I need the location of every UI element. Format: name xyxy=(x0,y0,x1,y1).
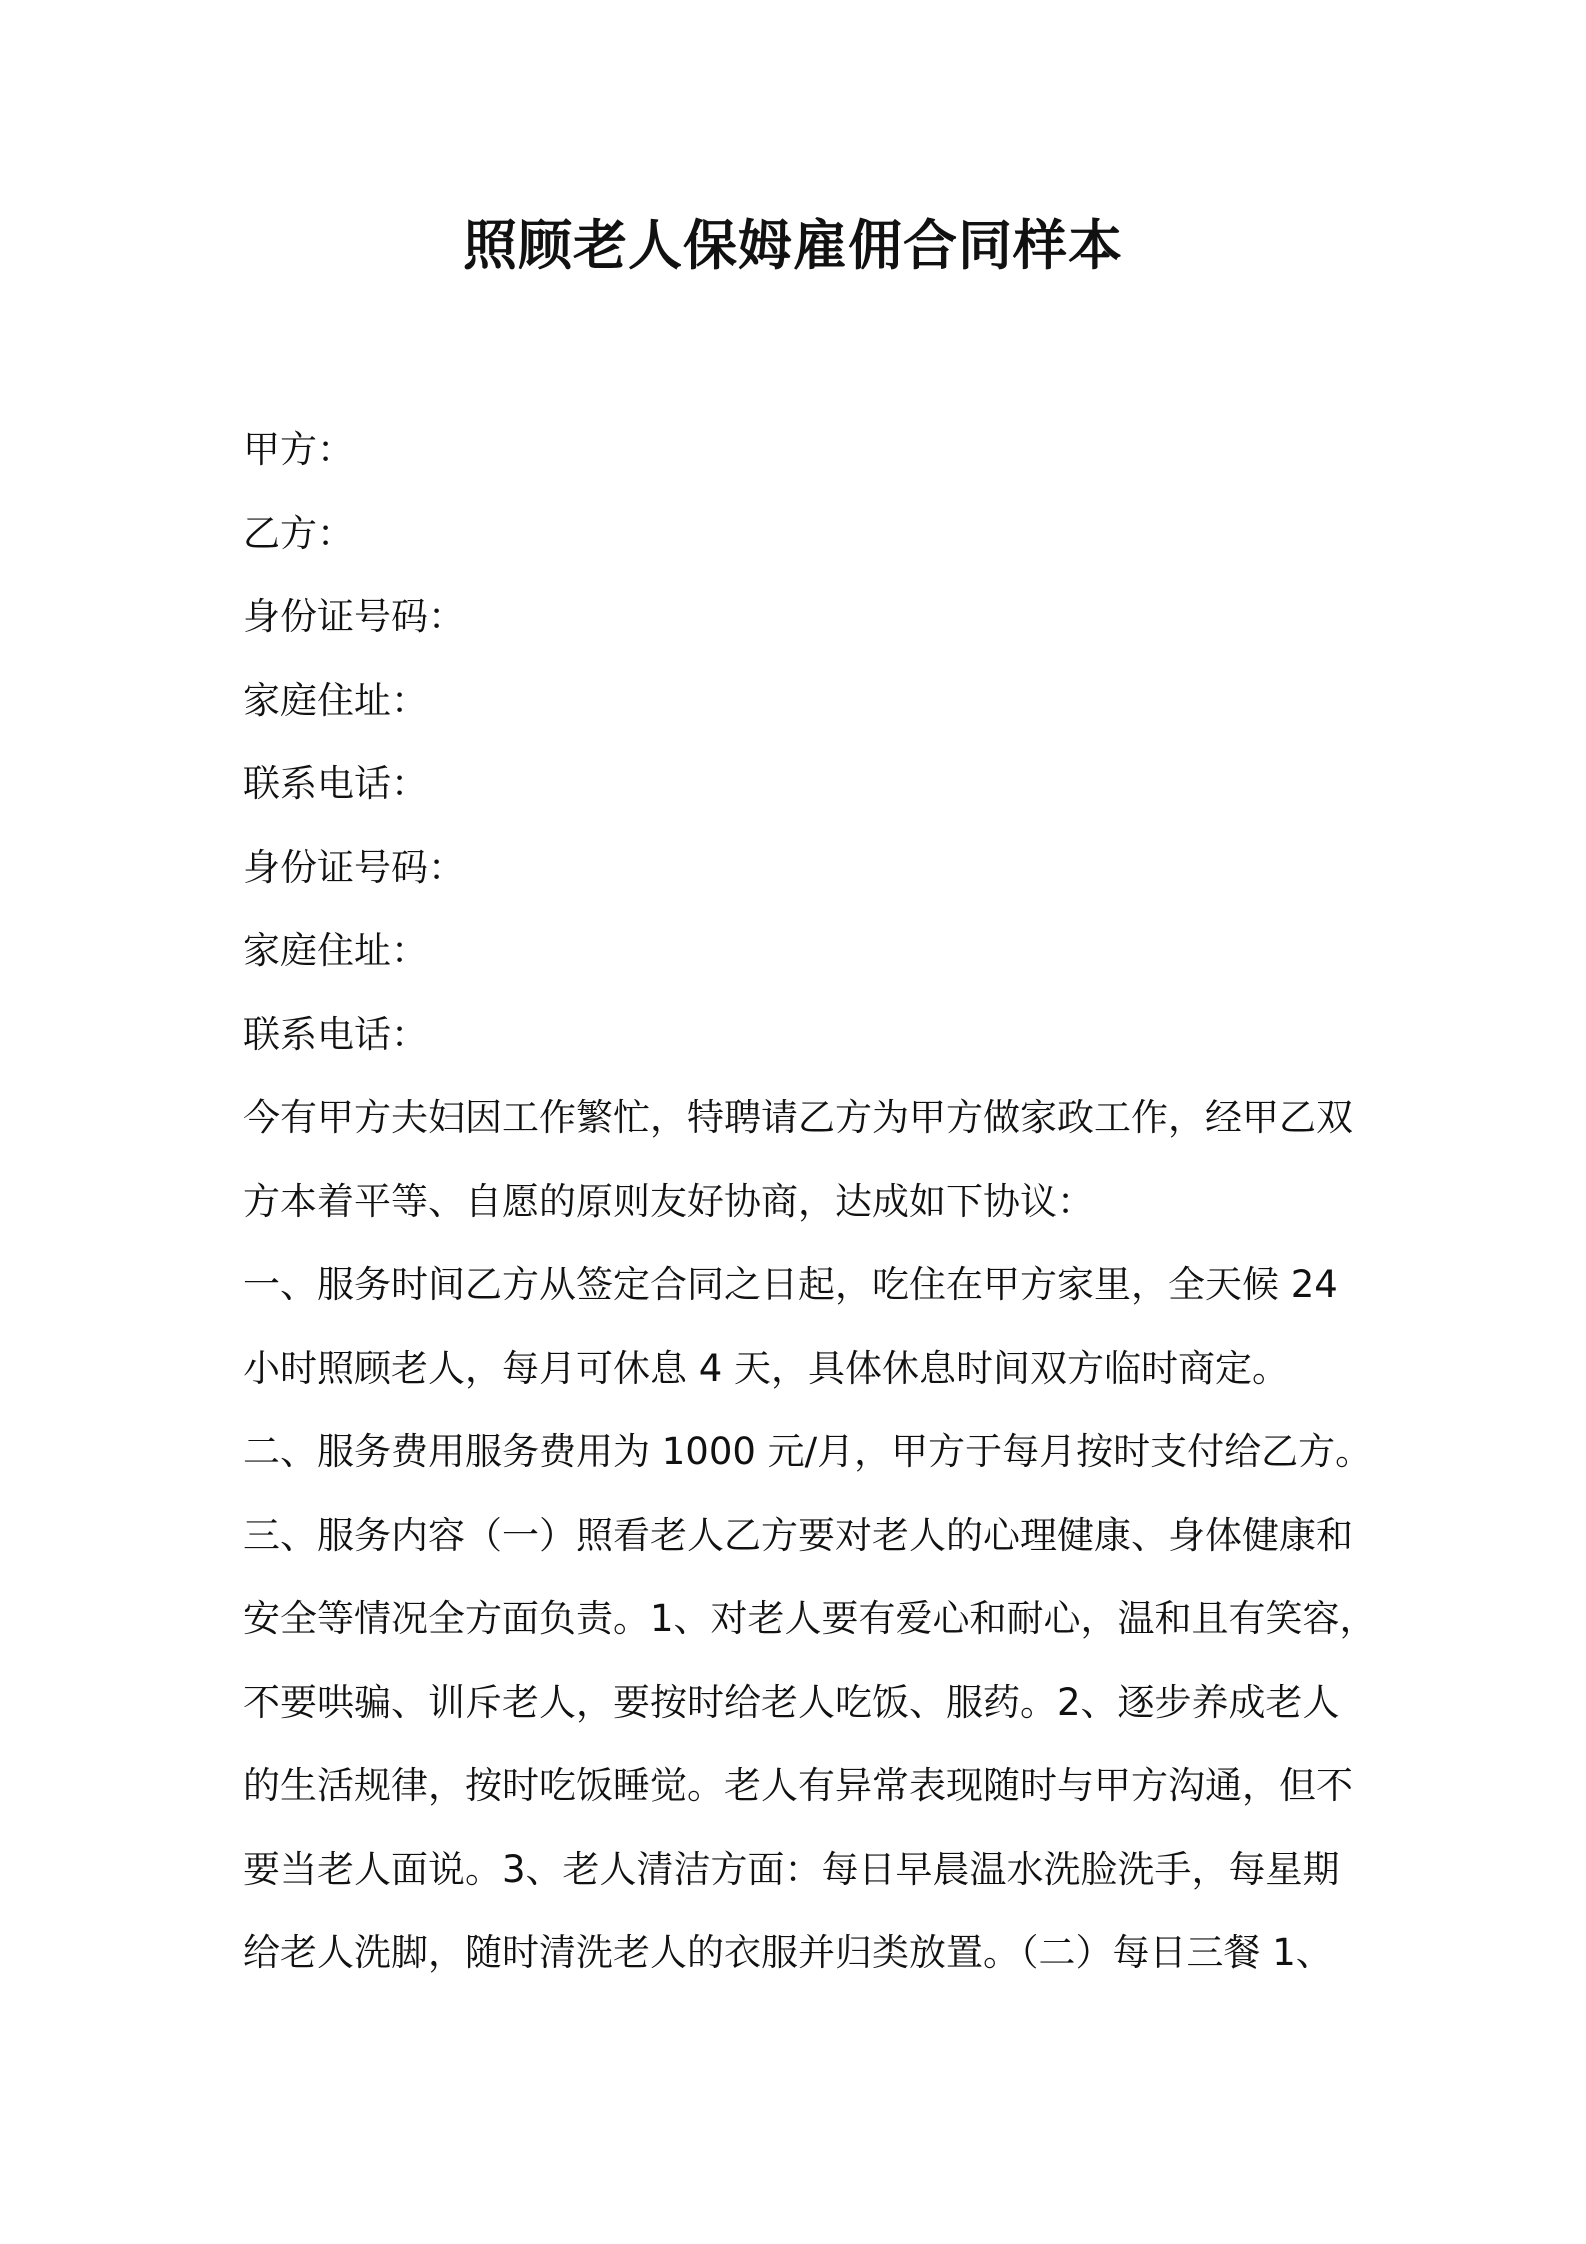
paragraph-line: 三、服务内容（一）照看老人乙方要对老人的心理健康、身体健康和 xyxy=(243,1513,1353,1557)
paragraph-line: 方本着平等、自愿的原则友好协商，达成如下协议： xyxy=(243,1179,1094,1223)
paragraph-line: 今有甲方夫妇因工作繁忙，特聘请乙方为甲方做家政工作，经甲乙双 xyxy=(243,1096,1353,1139)
paragraph-line: 给老人洗脚，随时清洗老人的衣服并归类放置。（二）每日三餐 1、 xyxy=(243,1931,1333,1974)
paragraph-line: 的生活规律，按时吃饭睡觉。老人有异常表现随时与甲方沟通，但不 xyxy=(243,1764,1353,1807)
field-party-b: 乙方： xyxy=(243,511,354,555)
field-phone: 联系电话： xyxy=(243,762,428,805)
paragraph-line: 一、服务时间乙方从签定合同之日起，吃住在甲方家里，全天候 24 xyxy=(243,1263,1338,1306)
field-home-address: 家庭住址： xyxy=(243,678,428,722)
field-phone-2: 联系电话： xyxy=(243,1012,428,1056)
field-party-a: 甲方： xyxy=(243,428,354,471)
paragraph-line: 小时照顾老人，每月可休息 4 天，具体休息时间双方临时商定。 xyxy=(243,1346,1290,1390)
paragraph-line: 要当老人面说。3、老人清洁方面：每日早晨温水洗脸洗手，每星期 xyxy=(243,1847,1340,1891)
document-title: 照顾老人保姆雇佣合同样本 xyxy=(463,214,1123,277)
document-body xyxy=(243,408,1377,1995)
field-home-address-2: 家庭住址： xyxy=(243,929,428,972)
paragraph-line: 安全等情况全方面负责。1、对老人要有爱心和耐心，温和且有笑容， xyxy=(243,1597,1377,1640)
paragraph-line: 不要哄骗、训斥老人，要按时给老人吃饭、服药。2、逐步养成老人 xyxy=(243,1680,1340,1724)
field-id-number: 身份证号码： xyxy=(243,595,465,638)
field-id-number-2: 身份证号码： xyxy=(243,845,465,889)
paragraph-line: 二、服务费用服务费用为 1000 元/月，甲方于每月按时支付给乙方。 xyxy=(243,1430,1373,1473)
